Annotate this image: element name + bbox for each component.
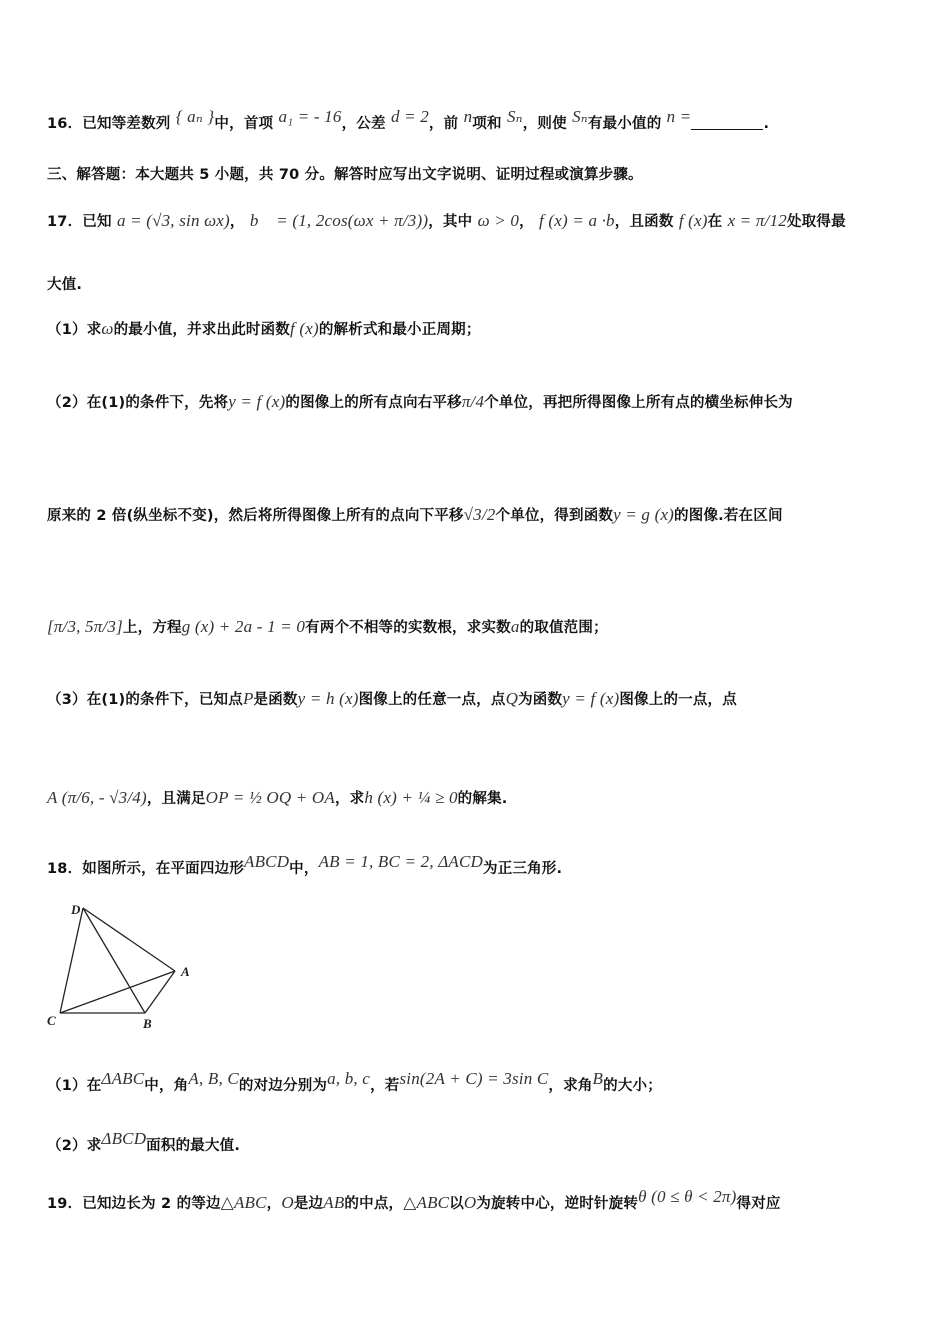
math-triangle-ABC-2: △ABC bbox=[403, 1193, 450, 1212]
math-fx: f (x) bbox=[290, 319, 319, 338]
math-B: B bbox=[592, 1069, 604, 1088]
q17-part-1: （1）求ω的最小值，并求出此时函数f (x)的解析式和最小正周期； bbox=[47, 319, 481, 338]
math-sqrt3-over-2: √3/2 bbox=[463, 505, 496, 524]
math-n: n bbox=[463, 107, 473, 126]
math-conditions: AB = 1, BC = 2, ΔACD bbox=[318, 852, 483, 871]
math-inequality: h (x) + ¼ ≥ 0 bbox=[364, 788, 458, 807]
math-equation: g (x) + 2a - 1 = 0 bbox=[181, 617, 306, 636]
math-sides: a, b, c bbox=[327, 1069, 371, 1088]
q18-part-2: （2）求ΔBCD面积的最大值. bbox=[47, 1129, 241, 1154]
math-sum: Sₙ bbox=[506, 107, 523, 126]
math-y-equals-fx: y = f (x) bbox=[228, 392, 286, 411]
math-point-A: A (π/6, - √3/4) bbox=[47, 788, 147, 807]
section-heading: 三、解答题：本大题共 5 小题，共 70 分。解答时应写出文字说明、证明过程或演算步骤。 bbox=[47, 167, 643, 183]
q18-line: 18．如图所示，在平面四边形ABCD中，AB = 1, BC = 2, ΔACD为正三角形. bbox=[47, 852, 563, 877]
edge-DB bbox=[83, 908, 145, 1013]
edge-DA bbox=[83, 908, 175, 971]
q17-part-2-line-2: 原来的 2 倍(纵坐标不变)，然后将所得图像上所有的点向下平移√3/2个单位，得到函数y = g (x)的图像.若在区间 bbox=[47, 505, 783, 524]
q19-number: 19． bbox=[47, 1196, 83, 1212]
q17-part-2-line-1: （2）在(1)的条件下，先将y = f (x)的图像上的所有点向右平移π/4个单位，再把所得图像上所有点的横坐标伸长为 bbox=[47, 392, 793, 411]
quadrilateral-figure bbox=[40, 900, 210, 1035]
math-triangle-ABC: △ABC bbox=[220, 1193, 267, 1212]
q17-part-3-line-2: A (π/6, - √3/4)，且满足OP = ½ OQ + OA，求h (x) + ¼ ≥ 0的解集. bbox=[47, 788, 508, 807]
q17-part-3-line-1: （3）在(1)的条件下，已知点P是函数y = h (x)图像上的任意一点，点Q为函数y = f (x)图像上的一点，点 bbox=[47, 689, 737, 708]
q16-line: 16．已知等差数列 { aₙ }中，首项 a₁ = - 16，公差 d = 2，前 n项和 Sₙ，则使 Sₙ有最小值的 n = . bbox=[47, 107, 770, 132]
label-D: D bbox=[71, 902, 81, 917]
math-fx: f (x) bbox=[678, 211, 708, 230]
math-angles: A, B, C bbox=[188, 1069, 239, 1088]
math-sum-2: Sₙ bbox=[572, 107, 588, 126]
q17-line-2: 大值. bbox=[47, 277, 83, 293]
math-omega: ω bbox=[101, 319, 114, 338]
math-vector-b: b⃗ = (1, 2cos(ωx + π/3)) bbox=[249, 211, 429, 230]
math-triangle-ABC: ΔABC bbox=[101, 1069, 145, 1088]
math-omega-positive: ω > 0 bbox=[477, 211, 520, 230]
math-O-2: O bbox=[463, 1193, 477, 1212]
math-y-equals-fx: y = f (x) bbox=[562, 689, 620, 708]
q17-line-1: 17．已知 a = (√3, sin ωx)， b⃗ = (1, 2cos(ωx + π/3))，其中 ω > 0， f (x) = a ·b，且函数 f (x)在 x = π/12处取得最 bbox=[47, 211, 846, 230]
edge-DC bbox=[60, 908, 83, 1013]
math-sequence: { aₙ } bbox=[175, 107, 215, 126]
math-Q: Q bbox=[505, 689, 519, 708]
math-ABCD: ABCD bbox=[243, 852, 290, 871]
math-P: P bbox=[242, 689, 254, 708]
q17-part-2-line-3: [π/3, 5π/3]上，方程g (x) + 2a - 1 = 0有两个不相等的实数根，求实数a的取值范围； bbox=[47, 617, 608, 636]
q18-part-1: （1）在ΔABC中，角A, B, C的对边分别为a, b, c，若sin(2A + C) = 3sin C，求角B的大小； bbox=[47, 1069, 662, 1094]
math-vector-a: a = (√3, sin ωx) bbox=[116, 211, 230, 230]
q16-number: 16． bbox=[47, 116, 83, 132]
math-y-equals-hx: y = h (x) bbox=[297, 689, 359, 708]
edge-BA bbox=[145, 971, 175, 1013]
answer-blank bbox=[691, 129, 763, 130]
q18-number: 18． bbox=[47, 861, 83, 877]
q17-number: 17． bbox=[47, 214, 83, 230]
math-a: a bbox=[510, 617, 520, 636]
edge-CA bbox=[60, 971, 175, 1013]
math-sin-equation: sin(2A + C) = 3sin C bbox=[399, 1069, 549, 1088]
label-B: B bbox=[143, 1016, 152, 1031]
math-AB: AB bbox=[323, 1193, 345, 1212]
math-theta: θ (0 ≤ θ < 2π) bbox=[638, 1187, 737, 1206]
math-common-difference: d = 2 bbox=[390, 107, 429, 126]
math-y-equals-gx: y = g (x) bbox=[613, 505, 675, 524]
math-interval: [π/3, 5π/3] bbox=[47, 617, 123, 636]
label-C: C bbox=[47, 1013, 56, 1028]
math-vector-relation: OP = ½ OQ + OA bbox=[205, 788, 335, 807]
math-pi-over-4: π/4 bbox=[461, 392, 485, 411]
label-A: A bbox=[181, 964, 190, 979]
math-first-term: a₁ = - 16 bbox=[278, 107, 342, 126]
q19-line: 19．已知边长为 2 的等边△ABC，O是边AB的中点，△ABC以O为旋转中心，逆时针旋转θ (0 ≤ θ < 2π)得对应 bbox=[47, 1187, 781, 1212]
math-f-definition: f (x) = a ·b bbox=[539, 211, 615, 230]
math-n-equals: n = bbox=[666, 107, 692, 126]
math-triangle-BCD: ΔBCD bbox=[101, 1129, 147, 1148]
math-O: O bbox=[281, 1193, 294, 1212]
math-x-value: x = π/12 bbox=[727, 211, 787, 230]
